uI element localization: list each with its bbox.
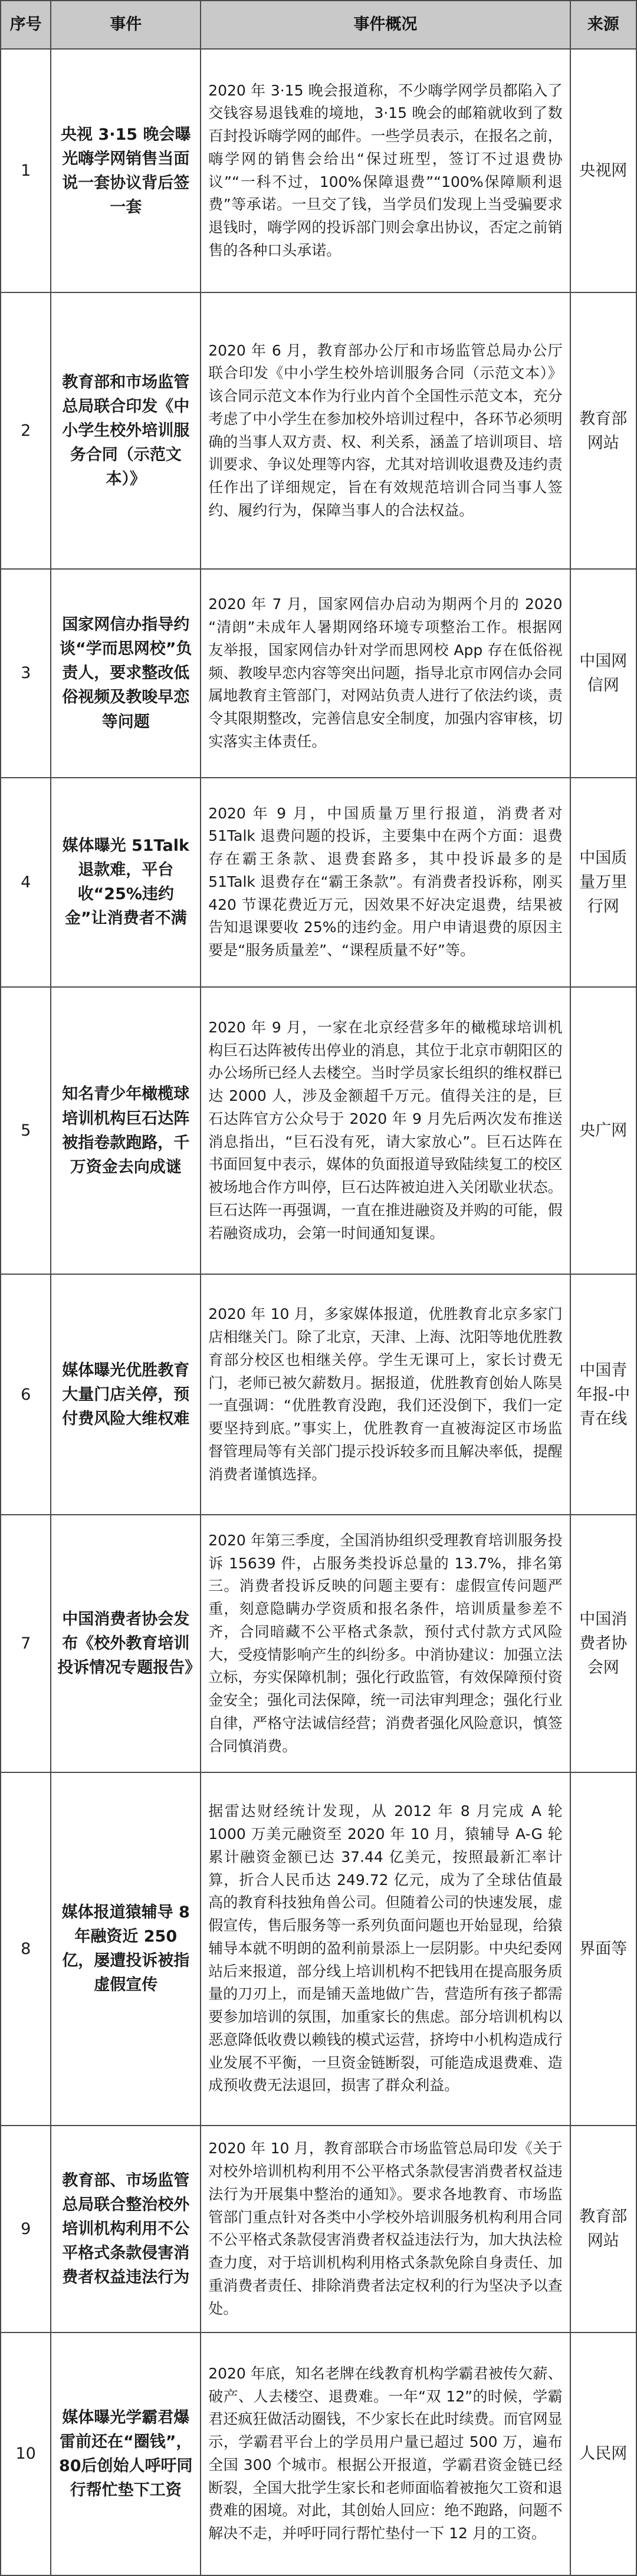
row-num: 7 — [1, 1515, 51, 1772]
row-num: 4 — [1, 778, 51, 987]
row-summary: 2020 年 9 月，一家在北京经营多年的橄榄球培训机构巨石达阵被传出停业的消息，其位于北京市朝阳区的办公场所已经人去楼空。当时学员家长组织的维权群已达 2000 人，涉及金额超千万元。值得关注的是，巨石达阵官方公众号于 2020 年 9 月先后两次发布推送消息指出，“巨石没有死，请大家放心”。巨石达阵在书面回复中表示，媒体的负面报道导致陆续复工的校区被场地合作方叫停，巨石达阵被迫进入关闭歇业状态。巨石达阵一再强调，一直在推进融资及并购的可能，假若融资成功，会第一时间通知复课。 — [201, 987, 570, 1274]
row-source: 教育部网站 — [570, 292, 636, 569]
row-num: 3 — [1, 569, 51, 778]
row-num: 2 — [1, 292, 51, 569]
row-summary: 2020 年 9 月，中国质量万里行报道，消费者对 51Talk 退费问题的投诉，主要集中在两个方面：退费存在霸王条款、退费套路多，其中投诉最多的是 51Talk 退费存在“霸王条款”。有消费者投诉称，刚买 420 节课花费近万元，因效果不好决定退费，结果被告知退课要收 25%的违约金。用户申请退费的原因主要是“服务质量差”、“课程质量不好”等。 — [201, 778, 570, 987]
row-num: 8 — [1, 1772, 51, 2126]
row-num: 9 — [1, 2126, 51, 2332]
row-source: 中国网信网 — [570, 569, 636, 778]
row-event: 媒体曝光 51Talk 退款难，平台收“25%违约金”让消费者不满 — [51, 778, 201, 987]
row-source: 人民网 — [570, 2332, 636, 2575]
header-summary: 事件概况 — [201, 1, 570, 49]
row-source: 教育部网站 — [570, 2126, 636, 2332]
row-source: 央视网 — [570, 49, 636, 292]
row-event: 知名青少年橄榄球培训机构巨石达阵被指卷款跑路，千万资金去向成谜 — [51, 987, 201, 1274]
row-event: 媒体曝光优胜教育大量门店关停，预付费风险大维权难 — [51, 1274, 201, 1515]
table-row — [1, 1515, 636, 1772]
row-summary: 据雷达财经统计发现，从 2012 年 8 月完成 A 轮 1000 万美元融资至 2020 年 10 月，猿辅导 A-G 轮累计融资金额已达 37.44 亿美元，按照最新汇率计算，折合人民币达 249.72 亿元，成为了全球估值最高的教育科技独角兽公司。但随着公司的快速发展，虚假宣传，售后服务等一系列负面问题也开始显现，给猿辅导本就不明朗的盈利前景添上一层阴影。中央纪委网站后来报道，部分线上培训机构不把钱用在提高服务质量的刀刃上，而是铺天盖地做广告，营造所有孩子都需要参加培训的氛围，加重家长的焦虑。部分培训机构以恶意降低收费以赖钱的模式运营，挤垮中小机构造成行业发展不平衡，一旦资金链断裂，可能造成退费难、造成预收费无法退回，损害了群众利益。 — [201, 1772, 570, 2126]
row-event: 媒体报道猿辅导 8 年融资近 250 亿，屡遭投诉被指虚假宣传 — [51, 1772, 201, 2126]
header-event: 事件 — [51, 1, 201, 49]
table-row — [1, 569, 636, 778]
row-num: 10 — [1, 2332, 51, 2575]
row-num: 6 — [1, 1274, 51, 1515]
table-row — [1, 987, 636, 1274]
row-summary: 2020 年 10 月，多家媒体报道，优胜教育北京多家门店相继关门。除了北京，天津、上海、沈阳等地优胜教育部分校区也相继关停。学生无课可上，家长讨费无门，老师已被欠薪数月。据报道，优胜教育创始人陈昊一直强调：“优胜教育没跑，我们还没倒下，我们一定要坚持到底。”事实上，优胜教育一直被海淀区市场监督管理局等有关部门提示投诉较多而且解决率低，提醒消费者谨慎选择。 — [201, 1274, 570, 1515]
table-row — [1, 778, 636, 987]
table-header-row — [1, 1, 636, 49]
row-event: 央视 3·15 晚会曝光嗨学网销售当面说一套协议背后签一套 — [51, 49, 201, 292]
row-summary: 2020 年底，知名老牌在线教育机构学霸君被传欠薪、破产、人去楼空、退费难。一年“双 12”的时候，学霸君还疯狂做活动圈钱，不少家长在此时续费。而官网显示，学霸君平台上的学员用户量已超过 500 万，遍布全国 300 个城市。根据公开报道，学霸君资金链已经断裂，全国大批学生家长和老师面临着被拖欠工资和退费难的困境。对此，其创始人回应：绝不跑路，问题不解决不走，并呼吁同行帮忙垫付一下 12 月的工资。 — [201, 2332, 570, 2575]
header-source: 来源 — [570, 1, 636, 49]
row-source: 中国青年报-中青在线 — [570, 1274, 636, 1515]
row-summary: 2020 年 10 月，教育部联合市场监管总局印发《关于对校外培训机构利用不公平格式条款侵害消费者权益违法行为开展集中整治的通知》。要求各地教育、市场监管部门重点针对各类中小学校外培训服务机构利用合同不公平格式条款侵害消费者权益违法行为，加大执法检查力度，对于培训机构利用格式条款免除自身责任、加重消费者责任、排除消费者法定权利的行为坚决予以查处。 — [201, 2126, 570, 2332]
row-summary: 2020 年 3·15 晚会报道称，不少嗨学网学员都陷入了交钱容易退钱难的境地，3·15 晚会的邮箱就收到了数百封投诉嗨学网的邮件。一些学员表示，在报名之前，嗨学网的销售会给出“保过班型，签订不过退费协议”“一科不过，100%保障退费”“100%保障顺利退费”等承诺。一旦交了钱，当学员们发现上当受骗要求退钱时，嗨学网的投诉部门则会拿出协议，否定之前销售的各种口头承诺。 — [201, 49, 570, 292]
table-row — [1, 1772, 636, 2126]
row-summary: 2020 年 6 月，教育部办公厅和市场监管总局办公厅联合印发《中小学生校外培训服务合同（示范文本）》该合同示范文本作为行业内首个全国性示范文本，充分考虑了中小学生在参加校外培训过程中，各环节必须明确的当事人双方责、权、利关系，涵盖了培训项目、培训要求、争议处理等内容，尤其对培训收退费及违约责任作出了详细规定，旨在有效规范培训合同当事人签约、履约行为，保障当事人的合法权益。 — [201, 292, 570, 569]
row-source: 央广网 — [570, 987, 636, 1274]
table-row — [1, 2126, 636, 2332]
header-num: 序号 — [1, 1, 51, 49]
row-summary: 2020 年第三季度，全国消协组织受理教育培训服务投诉 15639 件，占服务类投诉总量的 13.7%，排名第三。消费者投诉反映的问题主要有：虚假宣传问题严重，刻意隐瞒办学资质和报名条件，培训质量参差不齐，合同暗藏不公平格式条款，预付式付款方式风险大，受疫情影响产生的纠纷多。中消协建议：加强立法立标，夯实保障机制；强化行政监管，有效保障预付资金安全；强化司法保障，统一司法审判理念；强化行业自律，严格守法诚信经营；消费者强化风险意识，慎签合同慎消费。 — [201, 1515, 570, 1772]
row-num: 1 — [1, 49, 51, 292]
table-row — [1, 49, 636, 292]
row-event: 中国消费者协会发布《校外教育培训投诉情况专题报告》 — [51, 1515, 201, 1772]
row-source: 中国质量万里行网 — [570, 778, 636, 987]
table-row — [1, 2332, 636, 2575]
row-event: 媒体曝光学霸君爆雷前还在“圈钱”，80后创始人呼吁同行帮忙垫下工资 — [51, 2332, 201, 2575]
row-source: 界面等 — [570, 1772, 636, 2126]
row-event: 国家网信办指导约谈“学而思网校”负责人，要求整改低俗视频及教唆早恋等问题 — [51, 569, 201, 778]
row-summary: 2020 年 7 月，国家网信办启动为期两个月的 2020 “清朗”未成年人暑期网络环境专项整治工作。根据网友举报，国家网信办针对学而思网校 App 存在低俗视频、教唆早恋内容等突出问题，指导北京市网信办会同属地教育主管部门，对网站负责人进行了依法约谈，责令其限期整改，完善信息安全制度，加强内容审核，切实落实主体责任。 — [201, 569, 570, 778]
table-row — [1, 1274, 636, 1515]
row-source: 中国消费者协会网 — [570, 1515, 636, 1772]
row-event: 教育部和市场监管总局联合印发《中小学生校外培训服务合同（示范文本）》 — [51, 292, 201, 569]
table-row — [1, 292, 636, 569]
row-num: 5 — [1, 987, 51, 1274]
row-event: 教育部、市场监管总局联合整治校外培训机构利用不公平格式条款侵害消费者权益违法行为 — [51, 2126, 201, 2332]
